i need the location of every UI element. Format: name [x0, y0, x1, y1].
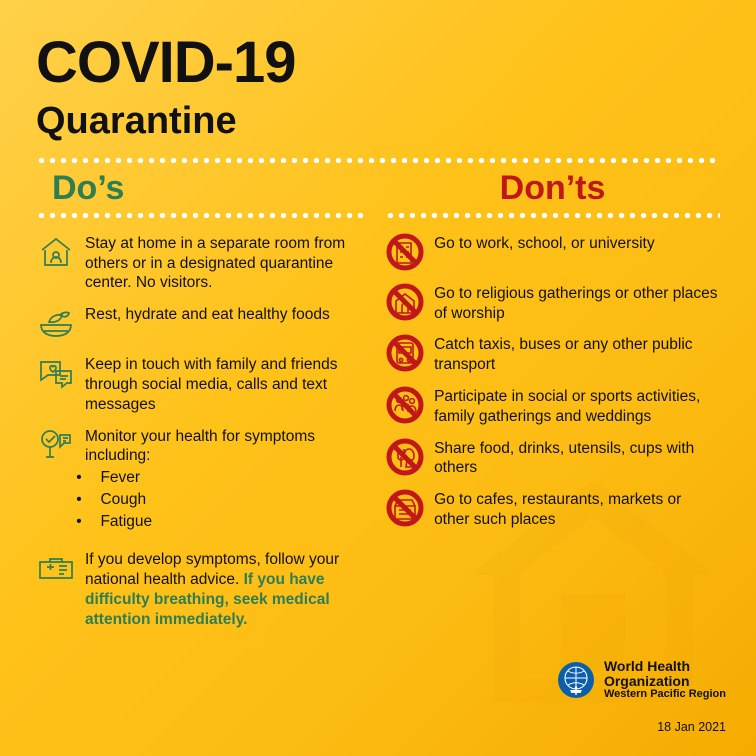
- no-sharing-food-icon: [385, 437, 425, 477]
- advice-plain: If you develop symptoms, follow your national health advice.: [85, 551, 340, 588]
- list-item-text: Go to work, school, or university: [434, 234, 655, 252]
- list-item: [36, 548, 365, 629]
- divider-dos: [36, 213, 365, 218]
- list-item-text: Rest, hydrate and eat healthy foods: [85, 306, 330, 324]
- list-item: [385, 437, 720, 479]
- list-item-text: [85, 548, 365, 629]
- who-emblem-icon: [556, 660, 596, 700]
- list-item-text: Share food, drinks, utensils, cups with others: [434, 439, 695, 477]
- bullet-dot: •: [76, 513, 82, 531]
- list-item: [385, 232, 720, 272]
- who-wordmark: [604, 659, 726, 700]
- first-aid-kit-icon: [36, 548, 76, 588]
- list-item-text: Catch taxis, buses or any other public transport: [434, 336, 693, 374]
- list-item: [385, 385, 720, 427]
- health-monitor-icon: [36, 425, 76, 465]
- list-item: [385, 333, 720, 375]
- no-restaurant-icon: [385, 488, 425, 528]
- divider-top: [36, 158, 720, 163]
- list-item-text: Go to religious gatherings or other places of worship: [434, 284, 718, 322]
- list-item-text: Go to cafes, restaurants, markets or other such places: [434, 491, 682, 529]
- dos-column: [36, 171, 371, 639]
- chat-heart-icon: [36, 353, 76, 393]
- bullet-text: Fatigue: [100, 513, 153, 531]
- who-logo-block: [556, 659, 726, 700]
- list-item: [36, 353, 365, 414]
- bullet-dot: •: [76, 491, 82, 509]
- publication-date: 18 Jan 2021: [657, 720, 726, 734]
- no-public-transport-icon: [385, 333, 425, 373]
- who-line-2: Organization: [603, 672, 690, 689]
- divider-donts: [385, 213, 720, 218]
- list-item: [62, 468, 365, 489]
- bullet-dot: •: [76, 469, 82, 487]
- list-item-text: Keep in touch with family and friends through social media, calls and text messages: [85, 356, 338, 413]
- list-item-text: Stay at home in a separate room from others or in a designated quarantine center. No visitors.: [85, 234, 346, 292]
- list-item: [62, 512, 365, 533]
- symptom-bullets: [62, 468, 365, 533]
- who-line-1: World Health: [603, 658, 691, 675]
- donts-heading: Don’ts: [499, 169, 606, 207]
- dos-list: [36, 232, 365, 630]
- list-item: [385, 282, 720, 324]
- bullet-text: Fever: [100, 469, 141, 487]
- advice-highlight: If you have difficulty breathing, seek medical attention immediately.: [85, 570, 330, 628]
- list-item-text: Monitor your health for symptoms including:: [85, 427, 316, 465]
- donts-column: [385, 171, 720, 639]
- home-person-icon: [36, 232, 76, 272]
- list-item: [62, 490, 365, 511]
- list-item: [36, 303, 365, 343]
- no-group-activity-icon: [385, 385, 425, 425]
- page-subtitle: Quarantine: [36, 100, 237, 142]
- healthy-food-bowl-icon: [36, 303, 76, 343]
- page-title: COVID-19: [36, 30, 296, 95]
- dos-heading: Do’s: [52, 169, 125, 207]
- no-place-of-worship-icon: [385, 282, 425, 322]
- bullet-text: Cough: [100, 491, 147, 509]
- columns: [36, 171, 720, 639]
- list-item: [36, 232, 365, 293]
- list-item: [36, 425, 365, 534]
- donts-list: [385, 232, 720, 530]
- list-item: [385, 488, 720, 530]
- no-office-building-icon: [385, 232, 425, 272]
- who-line-3: Western Pacific Region: [603, 687, 726, 700]
- list-item-text: Participate in social or sports activities, family gatherings and weddings: [434, 388, 701, 425]
